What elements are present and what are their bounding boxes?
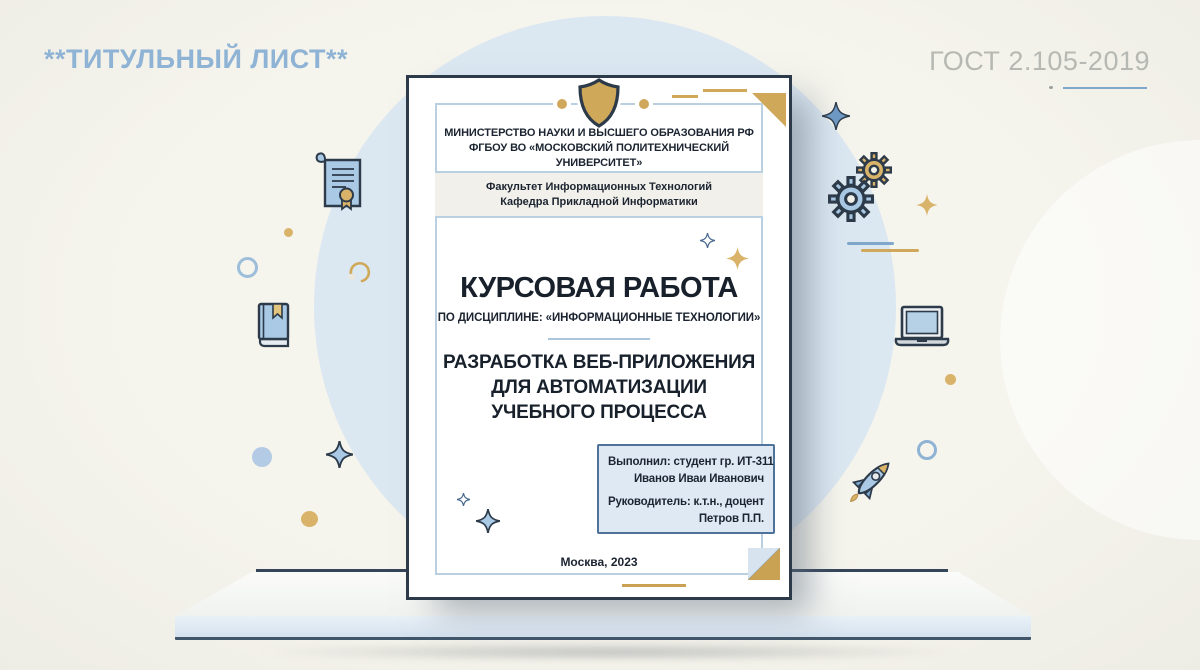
circle-outline <box>917 440 937 460</box>
topic-line-1: РАЗРАБОТКА ВЕБ-ПРИЛОЖЕНИЯ <box>442 352 756 373</box>
faculty-line: Факультет Информационных Технологий <box>485 180 713 193</box>
gold-accent-line <box>622 584 686 587</box>
laptop-icon <box>894 305 950 349</box>
circle-outline <box>237 257 258 278</box>
department-line: Кафедра Прикладной Информатики <box>500 195 698 208</box>
faculty-section <box>435 171 763 218</box>
sparkle-icon <box>726 247 749 270</box>
shelf-shadow <box>250 644 970 660</box>
author-line-1: Выполнил: студент гр. ИТ-311 <box>608 456 774 468</box>
sparkle-icon <box>476 509 500 533</box>
page-fold-decoration <box>748 548 780 580</box>
title-page-document <box>406 75 792 600</box>
sparkle-icon <box>916 194 938 216</box>
sparkle-icon <box>457 493 470 506</box>
gold-dot <box>945 374 956 385</box>
topic-line-3: УЧЕБНОГО ПРОЦЕССА <box>491 402 707 423</box>
sparkle-icon <box>326 441 353 468</box>
work-type-title: КУРСОВАЯ РАБОТА <box>460 272 738 304</box>
blue-dot <box>252 447 272 467</box>
city-year: Москва, 2023 <box>560 555 638 569</box>
author-line-2: Иванов Иваи Иванович <box>633 472 764 485</box>
background-halo-right <box>1000 140 1200 540</box>
diploma-icon <box>312 150 368 212</box>
shield-icon <box>577 78 621 128</box>
gost-underline <box>1063 87 1147 89</box>
supervisor-line-2: Петров П.П. <box>698 512 764 525</box>
gold-dot <box>284 228 293 237</box>
gear-icon <box>828 176 874 222</box>
shelf-front-edge <box>175 616 1031 640</box>
page-title: **ТИТУЛЬНЫЙ ЛИСТ** <box>44 44 349 74</box>
book-icon <box>255 301 293 349</box>
topic-line-2: ДЛЯ АВТОМАТИЗАЦИИ <box>491 377 707 398</box>
topic-title <box>409 350 789 425</box>
credits-box <box>597 444 775 534</box>
sparkle-icon <box>700 233 715 248</box>
blue-accent-line <box>847 242 894 245</box>
gold-dash <box>703 89 747 92</box>
ministry-header <box>437 126 761 171</box>
crescent-moon-icon <box>347 260 371 284</box>
title-divider-line <box>548 338 650 340</box>
discipline-subtitle: ПО ДИСЦИПЛИНЕ: «ИНФОРМАЦИОННЫЕ ТЕХНОЛОГИИ» <box>437 312 761 324</box>
sparkle-icon <box>822 102 850 130</box>
gold-dot <box>557 99 567 109</box>
gost-standard-label: ГОСТ 2.105-2019 <box>929 46 1150 76</box>
gold-dot <box>639 99 649 109</box>
gold-blob <box>301 511 318 527</box>
gold-dash <box>672 95 698 98</box>
ministry-line-1: МИНИСТЕРСТВО НАУКИ И ВЫСШЕГО ОБРАЗОВАНИЯ РФ <box>444 127 754 139</box>
supervisor-line-1: Руководитель: к.т.н., доцент <box>608 496 765 508</box>
gold-accent-line <box>861 249 919 252</box>
ministry-line-2: ФГБОУ ВО «МОСКОВСКИЙ ПОЛИТЕХНИЧЕСКИЙ УНИВЕРСИТЕТ» <box>468 142 730 169</box>
gost-underline-dot <box>1049 86 1053 89</box>
